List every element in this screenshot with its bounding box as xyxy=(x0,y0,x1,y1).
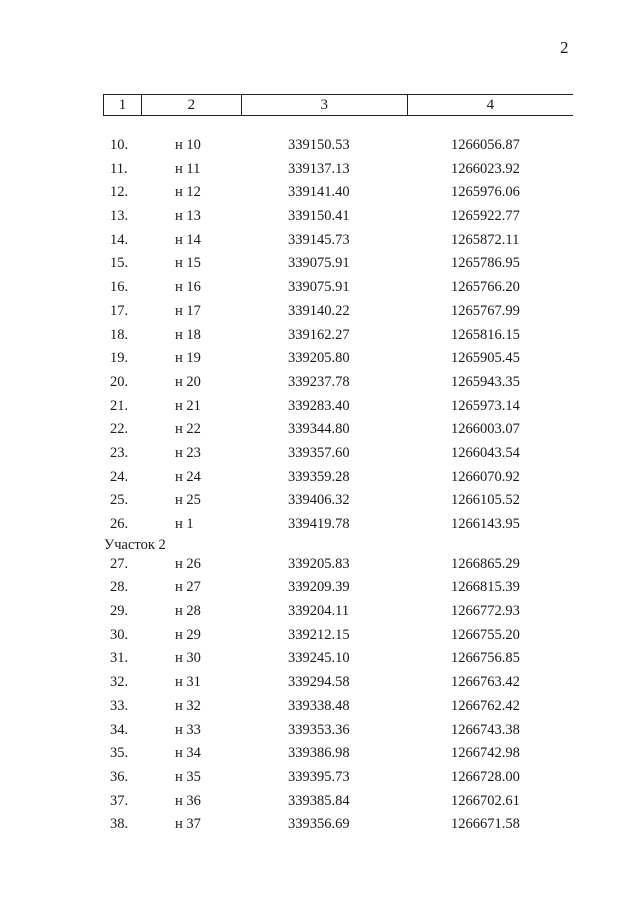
header-col-4: 4 xyxy=(407,95,573,116)
coord-y: 1266056.87 xyxy=(451,137,520,153)
coord-y: 1266105.52 xyxy=(451,492,520,509)
point-name: н 19 xyxy=(175,350,201,367)
table-row xyxy=(0,671,639,695)
row-number: 18. xyxy=(110,326,129,343)
table-row xyxy=(0,371,639,395)
row-number: 32. xyxy=(110,674,129,691)
row-number: 14. xyxy=(110,231,129,248)
table-row xyxy=(0,252,639,276)
coord-x: 339338.48 xyxy=(288,697,350,714)
table-row xyxy=(0,276,639,300)
table-row xyxy=(0,742,639,766)
table-row xyxy=(0,347,639,371)
row-number: 30. xyxy=(110,626,129,643)
point-name: н 32 xyxy=(175,697,201,714)
row-number: 33. xyxy=(110,697,129,714)
table-row xyxy=(0,553,639,577)
header-col-2: 2 xyxy=(141,95,241,116)
row-number: 10. xyxy=(110,137,129,153)
row-number: 16. xyxy=(110,279,129,296)
coord-y: 1266762.42 xyxy=(451,697,520,714)
point-name: н 21 xyxy=(175,397,201,414)
coord-x: 339356.69 xyxy=(288,816,350,833)
row-number: 17. xyxy=(110,302,129,319)
point-name: н 37 xyxy=(175,816,201,833)
coord-x: 339205.80 xyxy=(288,350,350,367)
row-number: 22. xyxy=(110,421,129,438)
coord-x: 339357.60 xyxy=(288,444,350,461)
coord-y: 1266671.58 xyxy=(451,816,520,833)
table-row xyxy=(0,600,639,624)
coord-x: 339205.83 xyxy=(288,555,350,572)
coord-x: 339386.98 xyxy=(288,745,350,762)
point-name: н 11 xyxy=(175,160,201,177)
table-row xyxy=(0,418,639,442)
point-name: н 14 xyxy=(175,231,201,248)
coord-y: 1265943.35 xyxy=(451,373,520,390)
coord-x: 339204.11 xyxy=(288,603,350,620)
row-number: 36. xyxy=(110,768,129,785)
table-row xyxy=(0,229,639,253)
point-name: н 26 xyxy=(175,555,201,572)
row-number: 24. xyxy=(110,468,129,485)
row-number: 19. xyxy=(110,350,129,367)
point-name: н 34 xyxy=(175,745,201,762)
coord-x: 339145.73 xyxy=(288,231,350,248)
coord-y: 1265922.77 xyxy=(451,208,520,225)
coord-x: 339150.41 xyxy=(288,208,350,225)
coord-x: 339344.80 xyxy=(288,421,350,438)
coord-y: 1266755.20 xyxy=(451,626,520,643)
row-number: 38. xyxy=(110,816,129,833)
coord-x: 339209.39 xyxy=(288,579,350,596)
coord-y: 1265905.45 xyxy=(451,350,520,367)
table-row xyxy=(0,134,639,158)
table-row xyxy=(0,181,639,205)
table-row xyxy=(0,513,639,537)
point-name: н 27 xyxy=(175,579,201,596)
coord-y: 1266023.92 xyxy=(451,160,520,177)
coord-y: 1266772.93 xyxy=(451,603,520,620)
row-number: 37. xyxy=(110,792,129,809)
coord-x: 339137.13 xyxy=(288,160,350,177)
row-number: 15. xyxy=(110,255,129,272)
coord-x: 339162.27 xyxy=(288,326,350,343)
row-number: 25. xyxy=(110,492,129,509)
row-number: 28. xyxy=(110,579,129,596)
coord-y: 1266070.92 xyxy=(451,468,520,485)
coord-x: 339140.22 xyxy=(288,302,350,319)
table-row xyxy=(0,695,639,719)
point-name: н 23 xyxy=(175,444,201,461)
table-row xyxy=(0,766,639,790)
section-heading-row xyxy=(0,537,639,553)
table-header xyxy=(103,94,573,116)
point-name: н 12 xyxy=(175,184,201,201)
coord-y: 1265767.99 xyxy=(451,302,520,319)
table-row xyxy=(0,300,639,324)
point-name: н 22 xyxy=(175,421,201,438)
row-number: 13. xyxy=(110,208,129,225)
row-number: 27. xyxy=(110,555,129,572)
coord-y: 1265816.15 xyxy=(451,326,520,343)
point-name: н 18 xyxy=(175,326,201,343)
coord-x: 339150.53 xyxy=(288,137,350,153)
point-name: н 33 xyxy=(175,721,201,738)
table-row xyxy=(0,647,639,671)
table-row xyxy=(0,489,639,513)
coord-y: 1266003.07 xyxy=(451,421,520,438)
table-row xyxy=(0,466,639,490)
table-row xyxy=(0,790,639,814)
table-row xyxy=(0,576,639,600)
coord-y: 1266143.95 xyxy=(451,516,520,532)
coord-x: 339353.36 xyxy=(288,721,350,738)
coord-y: 1266763.42 xyxy=(451,674,520,691)
header-col-1: 1 xyxy=(104,95,142,116)
point-name: н 28 xyxy=(175,603,201,620)
coord-y: 1265766.20 xyxy=(451,279,520,296)
row-number: 31. xyxy=(110,650,129,667)
point-name: н 36 xyxy=(175,792,201,809)
row-number: 23. xyxy=(110,444,129,461)
row-number: 20. xyxy=(110,373,129,390)
coord-y: 1265786.95 xyxy=(451,255,520,272)
table-row xyxy=(0,719,639,743)
coord-y: 1266043.54 xyxy=(451,444,520,461)
point-name: н 1 xyxy=(175,516,194,532)
coord-y: 1265973.14 xyxy=(451,397,520,414)
table-row xyxy=(0,624,639,648)
row-number: 21. xyxy=(110,397,129,414)
point-name: н 25 xyxy=(175,492,201,509)
point-name: н 30 xyxy=(175,650,201,667)
coord-y: 1266728.00 xyxy=(451,768,520,785)
point-name: н 29 xyxy=(175,626,201,643)
coord-x: 339212.15 xyxy=(288,626,350,643)
row-number: 34. xyxy=(110,721,129,738)
coord-x: 339237.78 xyxy=(288,373,350,390)
row-number: 12. xyxy=(110,184,129,201)
row-number: 29. xyxy=(110,603,129,620)
coord-y: 1266815.39 xyxy=(451,579,520,596)
section-label: Участок 2 xyxy=(104,536,166,553)
table-row xyxy=(0,442,639,466)
coord-x: 339075.91 xyxy=(288,279,350,296)
row-number: 35. xyxy=(110,745,129,762)
coord-y: 1266702.61 xyxy=(451,792,520,809)
table-row xyxy=(0,395,639,419)
coord-x: 339283.40 xyxy=(288,397,350,414)
coord-y: 1266865.29 xyxy=(451,555,520,572)
table-row xyxy=(0,324,639,348)
coord-x: 339294.58 xyxy=(288,674,350,691)
point-name: н 15 xyxy=(175,255,201,272)
coord-y: 1266743.38 xyxy=(451,721,520,738)
point-name: н 13 xyxy=(175,208,201,225)
coord-x: 339245.10 xyxy=(288,650,350,667)
table-row xyxy=(0,205,639,229)
coord-y: 1265872.11 xyxy=(451,231,520,248)
header-col-3: 3 xyxy=(241,95,407,116)
page-number: 2 xyxy=(560,38,569,57)
table-row xyxy=(0,158,639,182)
coord-x: 339395.73 xyxy=(288,768,350,785)
coordinates-table-body xyxy=(0,134,639,837)
point-name: н 20 xyxy=(175,373,201,390)
point-name: н 24 xyxy=(175,468,201,485)
coord-y: 1265976.06 xyxy=(451,184,520,201)
coord-x: 339385.84 xyxy=(288,792,350,809)
row-number: 11. xyxy=(110,160,128,177)
coord-x: 339141.40 xyxy=(288,184,350,201)
point-name: н 17 xyxy=(175,302,201,319)
point-name: н 10 xyxy=(175,137,201,153)
coord-y: 1266756.85 xyxy=(451,650,520,667)
row-number: 26. xyxy=(110,516,129,532)
coord-x: 339075.91 xyxy=(288,255,350,272)
coord-x: 339359.28 xyxy=(288,468,350,485)
coord-x: 339406.32 xyxy=(288,492,350,509)
table-row xyxy=(0,813,639,837)
point-name: н 35 xyxy=(175,768,201,785)
coord-y: 1266742.98 xyxy=(451,745,520,762)
point-name: н 16 xyxy=(175,279,201,296)
coord-x: 339419.78 xyxy=(288,516,350,532)
point-name: н 31 xyxy=(175,674,201,691)
